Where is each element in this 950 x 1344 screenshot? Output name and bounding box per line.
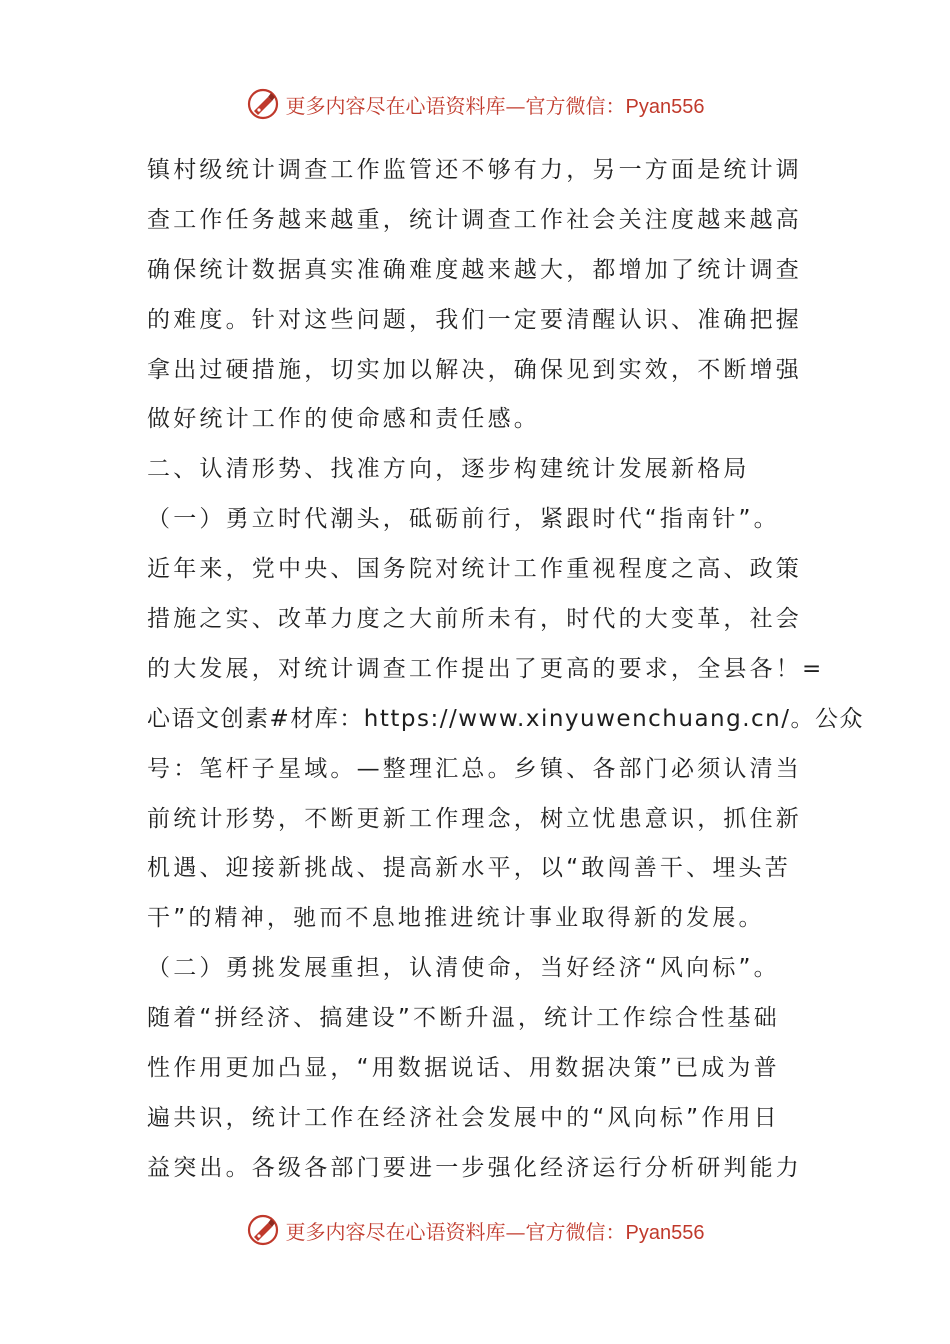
body-line: 性作用更加凸显，“用数据说话、用数据决策”已成为普 xyxy=(147,1055,780,1082)
banner-text xyxy=(286,1216,705,1245)
body-line: 随着“拼经济、搞建设”不断升温，统计工作综合性基础 xyxy=(147,1005,780,1032)
body-line: 前统计形势，不断更新工作理念，树立忧患意识，抓住新 xyxy=(147,805,802,832)
banner-wechat-handle: Pyan556 xyxy=(625,1221,705,1244)
pen-nib-logo-icon xyxy=(246,1213,280,1247)
footer-banner xyxy=(0,1210,950,1250)
body-line: 近年来，党中央、国务院对统计工作重视程度之高、政策 xyxy=(147,556,802,583)
body-line: 益突出。各级各部门要进一步强化经济运行分析研判能力 xyxy=(147,1154,802,1181)
pen-nib-logo-icon xyxy=(246,87,280,121)
body-line: 措施之实、改革力度之大前所未有，时代的大变革，社会 xyxy=(147,606,802,633)
body-line: 号：笔杆子星域。—整理汇总。乡镇、各部门必须认清当 xyxy=(147,755,802,782)
body-line: 拿出过硬措施，切实加以解决，确保见到实效，不断增强 xyxy=(147,356,802,383)
body-line: 镇村级统计调查工作监管还不够有力，另一方面是统计调 xyxy=(147,157,802,183)
subsection-heading: （一）勇立时代潮头，砥砺前行，紧跟时代“指南针”。 xyxy=(147,506,780,533)
body-line: 的难度。针对这些问题，我们一定要清醒认识、准确把握 xyxy=(147,306,802,333)
body-line: 遍共识，统计工作在经济社会发展中的“风向标”作用日 xyxy=(147,1104,780,1131)
banner-slogan: 更多内容尽在心语资料库—官方微信： xyxy=(285,1219,626,1244)
body-line: 干”的精神，驰而不息地推进统计事业取得新的发展。 xyxy=(147,905,765,932)
header-banner xyxy=(0,84,950,124)
banner-text xyxy=(286,90,705,119)
banner-slogan: 更多内容尽在心语资料库—官方微信： xyxy=(285,93,626,118)
body-line: 做好统计工作的使命感和责任感。 xyxy=(147,406,540,433)
body-line: 确保统计数据真实准确难度越来越大，都增加了统计调查 xyxy=(147,256,802,283)
document-body xyxy=(147,146,865,1194)
body-line: 查工作任务越来越重，统计调查工作社会关注度越来越高 xyxy=(147,206,802,233)
body-line: 机遇、迎接新挑战、提高新水平，以“敢闯善干、埋头苦 xyxy=(147,855,791,882)
section-heading: 二、认清形势、找准方向，逐步构建统计发展新格局 xyxy=(147,456,750,483)
banner-wechat-handle: Pyan556 xyxy=(625,95,705,118)
body-line: 的大发展，对统计调查工作提出了更高的要求，全县各！= xyxy=(147,655,825,682)
subsection-heading: （二）勇挑发展重担，认清使命，当好经济“风向标”。 xyxy=(147,955,780,982)
body-line-with-link: 心语文创素#材库：https://www.xinyuwenchuang.cn/。公众 xyxy=(147,705,865,732)
